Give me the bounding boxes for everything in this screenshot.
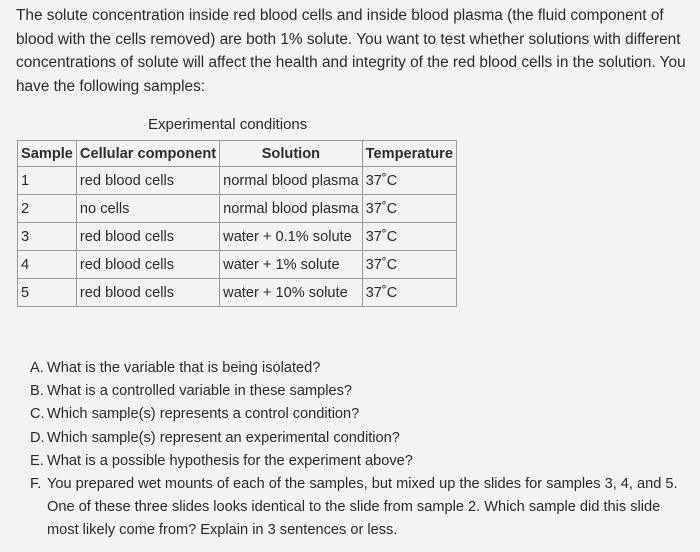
question-text: What is a controlled variable in these samples?	[47, 383, 353, 400]
experimental-conditions-table	[17, 140, 457, 307]
question-text: Which sample(s) represents a control condition?	[47, 406, 360, 423]
question-letter: A.	[30, 360, 44, 376]
header-temperature: Temperature	[362, 141, 456, 167]
cell-sample: 2	[18, 195, 77, 223]
cell-temperature: 37˚C	[362, 251, 456, 279]
question-letter: B.	[30, 383, 44, 400]
question-letter: F.	[30, 476, 42, 493]
question-letter: C.	[30, 406, 45, 423]
table-title: Experimental conditions	[148, 116, 308, 133]
cell-solution: water + 0.1% solute	[220, 223, 362, 251]
table-row	[18, 167, 457, 195]
table-row	[18, 195, 457, 223]
question-d	[30, 427, 690, 450]
question-f	[30, 473, 690, 543]
cell-solution: normal blood plasma	[220, 167, 362, 195]
cell-cellular-component: red blood cells	[76, 251, 219, 279]
cell-solution: water + 1% solute	[220, 251, 362, 279]
cell-sample: 4	[18, 251, 77, 279]
question-text: Which sample(s) represent an experimental condition?	[47, 429, 400, 446]
cell-cellular-component: no cells	[76, 195, 219, 223]
cell-sample: 1	[18, 167, 77, 195]
cell-sample: 5	[18, 279, 77, 307]
cell-cellular-component: red blood cells	[76, 223, 219, 251]
cell-sample: 3	[18, 223, 77, 251]
question-text: What is a possible hypothesis for the experiment above?	[47, 452, 413, 469]
table-header-row	[18, 141, 457, 167]
question-list	[30, 357, 690, 543]
question-text: What is the variable that is being isolated?	[47, 360, 321, 376]
cell-temperature: 37˚C	[362, 223, 456, 251]
cell-cellular-component: red blood cells	[76, 279, 219, 307]
cell-solution: normal blood plasma	[220, 195, 362, 223]
question-a	[30, 357, 690, 380]
cell-temperature: 37˚C	[362, 167, 456, 195]
question-b	[30, 380, 690, 403]
table-row	[18, 251, 457, 279]
intro-paragraph: The solute concentration inside red blood cells and inside blood plasma (the fluid component of blood with the cells removed) are both 1% solute. You want to test whether solutions with different concentrations of solute will affect the health and integrity of the red blood cells in the solution. You have the following samples:	[16, 7, 686, 95]
cell-cellular-component: red blood cells	[76, 167, 219, 195]
header-cellular-component: Cellular component	[76, 141, 219, 167]
cell-temperature: 37˚C	[362, 195, 456, 223]
question-c	[30, 403, 690, 426]
cell-solution: water + 10% solute	[220, 279, 362, 307]
question-letter: E.	[30, 452, 44, 469]
question-text: You prepared wet mounts of each of the samples, but mixed up the slides for samples 3, 4, and 5. One of these three slides looks identical to the slide from sample 2. Which sample did this slide most likely come from? Explain in 3 sentences or less.	[47, 476, 678, 539]
question-letter: D.	[30, 429, 45, 446]
header-sample: Sample	[18, 141, 77, 167]
question-e	[30, 450, 690, 473]
header-solution: Solution	[220, 141, 362, 167]
cell-temperature: 37˚C	[362, 279, 456, 307]
table-row	[18, 279, 457, 307]
table-row	[18, 223, 457, 251]
